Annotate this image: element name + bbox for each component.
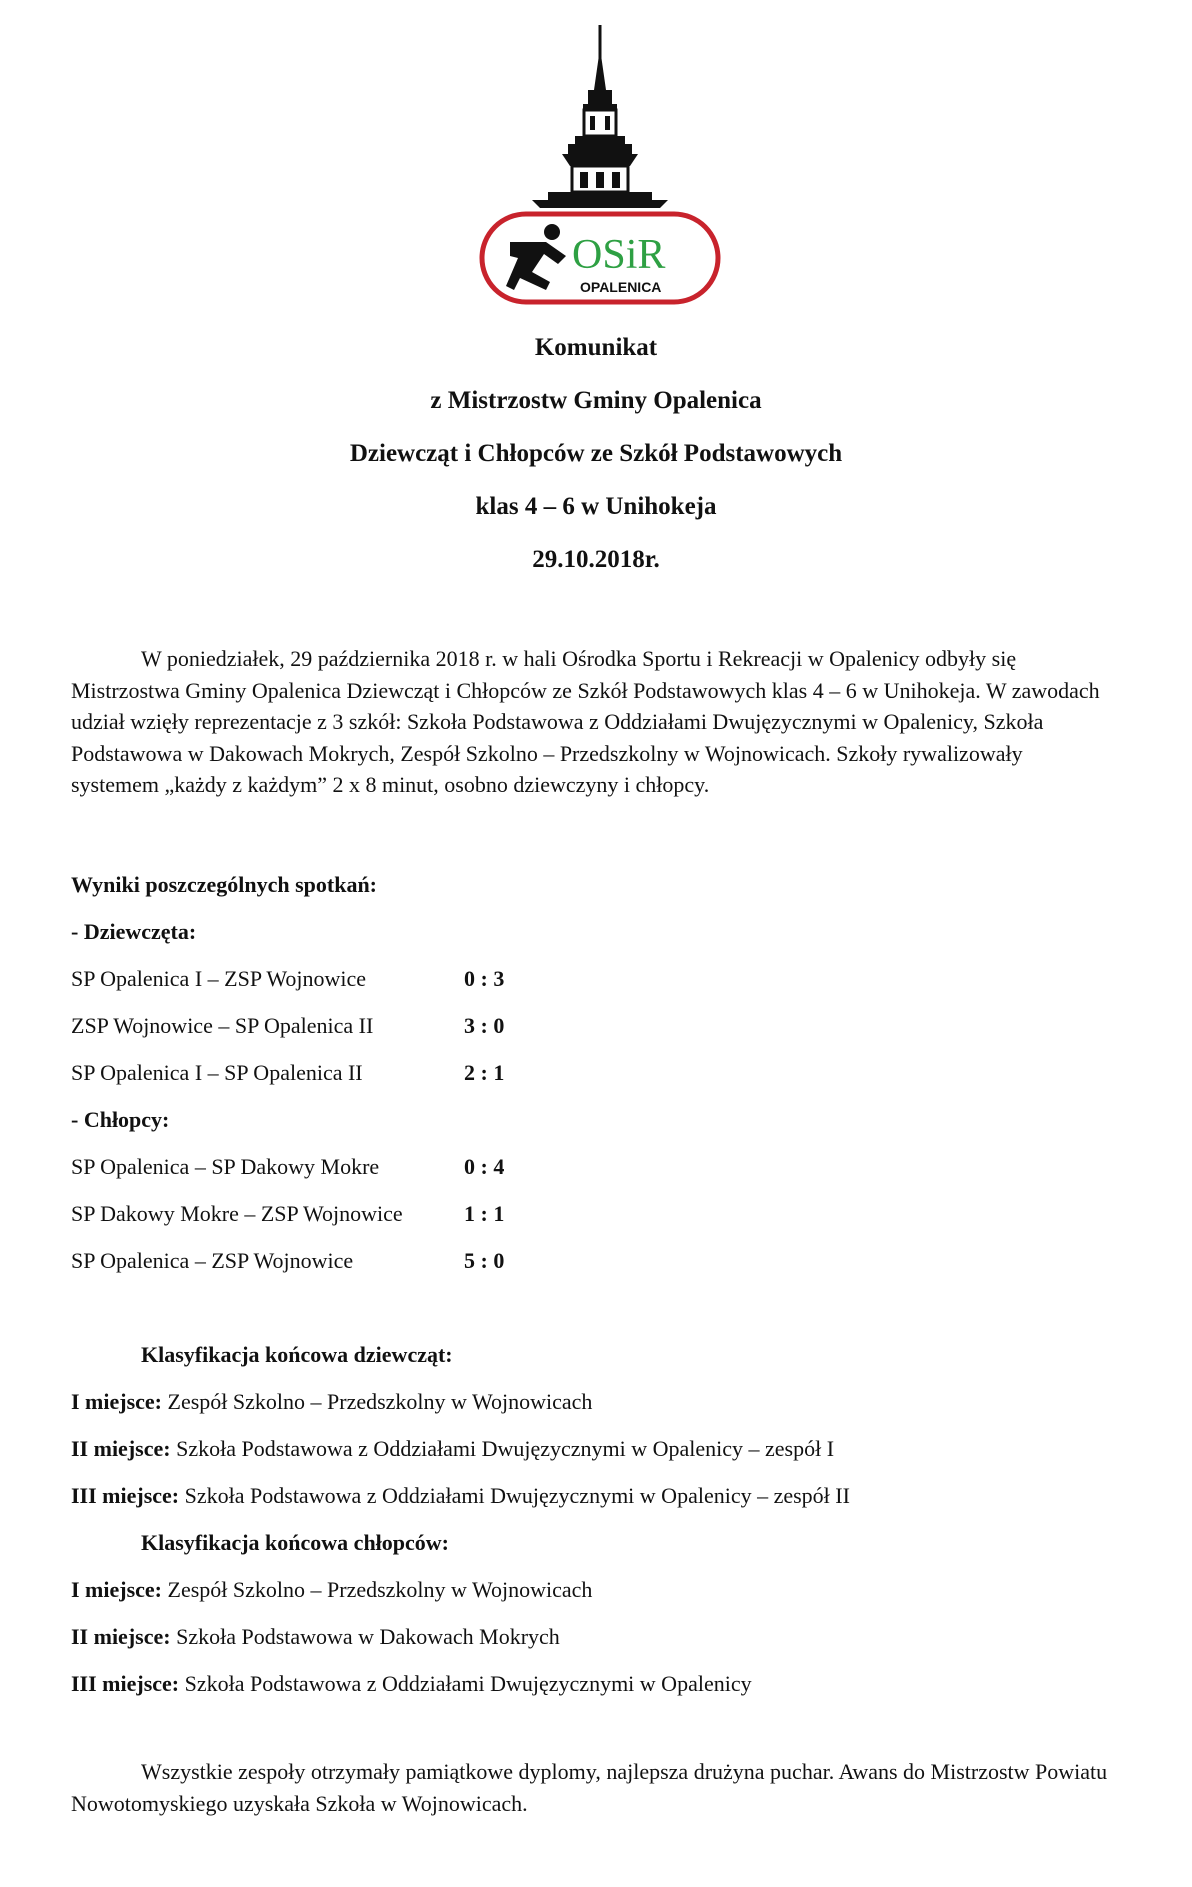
tower-icon (532, 25, 668, 208)
match-teams: SP Opalenica – ZSP Wojnowice (71, 1248, 354, 1273)
match-score: 0 : 3 (464, 966, 505, 991)
match-teams: SP Opalenica I – ZSP Wojnowice (71, 966, 366, 991)
place-team: Szkoła Podstawowa w Dakowach Mokrych (176, 1624, 560, 1649)
runner-icon (506, 224, 566, 290)
title-discipline: klas 4 – 6 w Unihokeja (475, 493, 717, 520)
match-teams: SP Dakowy Mokre – ZSP Wojnowice (71, 1201, 403, 1226)
classification-row (71, 1671, 752, 1697)
closing-paragraph: Wszystkie zespoły otrzymały pamiątkowe dyplomy, najlepsza drużyna puchar. Awans do Mistrzostw Powiatu Nowotomyskiego uzyskała Szkoła w Wojnowicach. (71, 1759, 1108, 1816)
girls-results-label: - Dziewczęta: (71, 919, 197, 944)
place-team: Szkoła Podstawowa z Oddziałami Dwujęzycznymi w Opalenicy – zespół II (184, 1483, 850, 1508)
boys-classification-heading: Klasyfikacja końcowa chłopców: (141, 1530, 449, 1555)
classification-row (71, 1483, 850, 1509)
place-team: Szkoła Podstawowa z Oddziałami Dwujęzycznymi w Opalenicy (184, 1671, 752, 1696)
results-heading: Wyniki poszczególnych spotkań: (71, 872, 378, 897)
classification-row (71, 1436, 834, 1462)
place-label: II miejsce: (71, 1624, 171, 1649)
match-score: 3 : 0 (464, 1013, 505, 1038)
place-label: III miejsce: (71, 1671, 180, 1696)
title-category: Dziewcząt i Chłopców ze Szkół Podstawowych (349, 440, 843, 467)
place-label: III miejsce: (71, 1483, 180, 1508)
place-label: I miejsce: (71, 1577, 163, 1602)
classification-row (71, 1624, 560, 1650)
place-label: II miejsce: (71, 1436, 171, 1461)
match-teams: SP Opalenica – SP Dakowy Mokre (71, 1154, 380, 1179)
logo-city-text: OPALENICA (580, 279, 662, 295)
title-komunikat: Komunikat (534, 334, 658, 361)
place-label: I miejsce: (71, 1389, 163, 1414)
match-score: 1 : 1 (464, 1201, 505, 1226)
place-team: Szkoła Podstawowa z Oddziałami Dwujęzycznymi w Opalenicy – zespół I (176, 1436, 835, 1461)
classification-row (71, 1389, 592, 1415)
match-teams: ZSP Wojnowice – SP Opalenica II (71, 1013, 374, 1038)
place-team: Zespół Szkolno – Przedszkolny w Wojnowicach (167, 1389, 593, 1414)
match-teams: SP Opalenica I – SP Opalenica II (71, 1060, 363, 1085)
match-score: 5 : 0 (464, 1248, 505, 1273)
boys-results-label: - Chłopcy: (71, 1107, 170, 1132)
match-score: 2 : 1 (464, 1060, 505, 1085)
logo-brand-text: OSiR (572, 232, 666, 278)
title-event: z Mistrzostw Gminy Opalenica (430, 387, 762, 414)
title-block (0, 335, 1192, 600)
match-score: 0 : 4 (464, 1154, 505, 1179)
place-team: Zespół Szkolno – Przedszkolny w Wojnowicach (167, 1577, 593, 1602)
osir-opalenica-logo (470, 20, 730, 310)
intro-paragraph: W poniedziałek, 29 października 2018 r. w hali Ośrodka Sportu i Rekreacji w Opalenicy odbyły się Mistrzostwa Gminy Opalenica Dziewcząt i Chłopców ze Szkół Podstawowych klas 4 – 6 w Unihokeja. W zawodach udział wzięły reprezentacje z 3 szkół: Szkoła Podstawowa z Oddziałami Dwujęzycznymi w Opalenicy, Szkoła Podstawowa w Dakowach Mokrych, Zespół Szkolno – Przedszkolny w Wojnowicach. Szkoły rywalizowały systemem „każdy z każdym” 2 x 8 minut, osobno dziewczyny i chłopcy. (71, 646, 1100, 797)
girls-classification-heading: Klasyfikacja końcowa dziewcząt: (141, 1342, 453, 1367)
title-date: 29.10.2018r. (532, 546, 660, 573)
classification-row (71, 1577, 592, 1603)
